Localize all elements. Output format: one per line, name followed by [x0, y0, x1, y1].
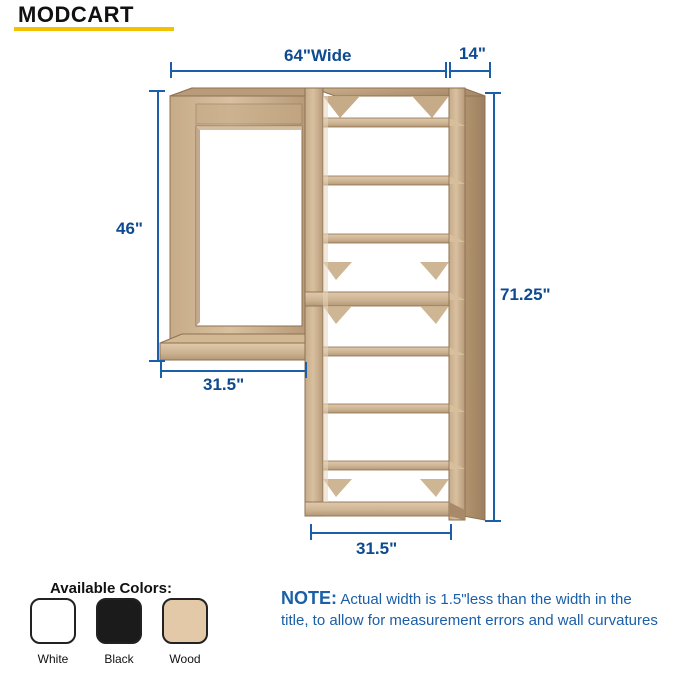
dim-tick-left-height-top [149, 90, 165, 92]
left-unit [160, 88, 305, 360]
dim-tick-top-width-right [445, 62, 447, 78]
dim-label-right-height: 71.25" [500, 285, 551, 304]
dim-label-left-width: 31.5" [203, 375, 245, 394]
dim-label-left-height: 46" [112, 217, 147, 241]
note-block [281, 588, 661, 631]
note-prefix: NOTE: [281, 588, 337, 608]
available-colors-title: Available Colors: [50, 580, 172, 597]
dim-line-left-width [160, 370, 305, 372]
dim-tick-top-depth-left [449, 62, 451, 78]
color-label-wood: Wood [169, 652, 201, 666]
dim-line-top-width [170, 70, 445, 72]
dim-line-left-height [157, 90, 159, 360]
brand-logo: MODCART [18, 2, 134, 27]
right-unit [305, 88, 485, 520]
dim-tick-bottom-width-left [310, 524, 312, 540]
color-swatch-white[interactable] [30, 598, 76, 644]
dim-label-bottom-width: 31.5" [356, 539, 398, 558]
dim-tick-left-width-right [305, 362, 307, 378]
dim-tick-top-width-left [170, 62, 172, 78]
color-label-white: White [37, 652, 69, 666]
dim-line-top-depth [449, 70, 489, 72]
color-swatch-black[interactable] [96, 598, 142, 644]
dim-tick-right-height-bottom [485, 520, 501, 522]
dim-tick-left-height-bottom [149, 360, 165, 362]
dim-tick-top-depth-right [489, 62, 491, 78]
note-text: Actual width is 1.5"less than the width in the title, to allow for measurement errors and wall curvatures [281, 591, 658, 629]
color-label-black: Black [104, 652, 134, 666]
dim-tick-right-height-top [485, 92, 501, 94]
dim-label-top-depth: 14" [459, 44, 486, 63]
dim-tick-bottom-width-right [450, 524, 452, 540]
dim-label-top-width: 64"Wide [278, 46, 357, 66]
dim-line-right-height [493, 92, 495, 520]
color-swatch-wood[interactable] [162, 598, 208, 644]
dim-tick-left-width-left [160, 362, 162, 378]
dim-line-bottom-width [310, 532, 450, 534]
